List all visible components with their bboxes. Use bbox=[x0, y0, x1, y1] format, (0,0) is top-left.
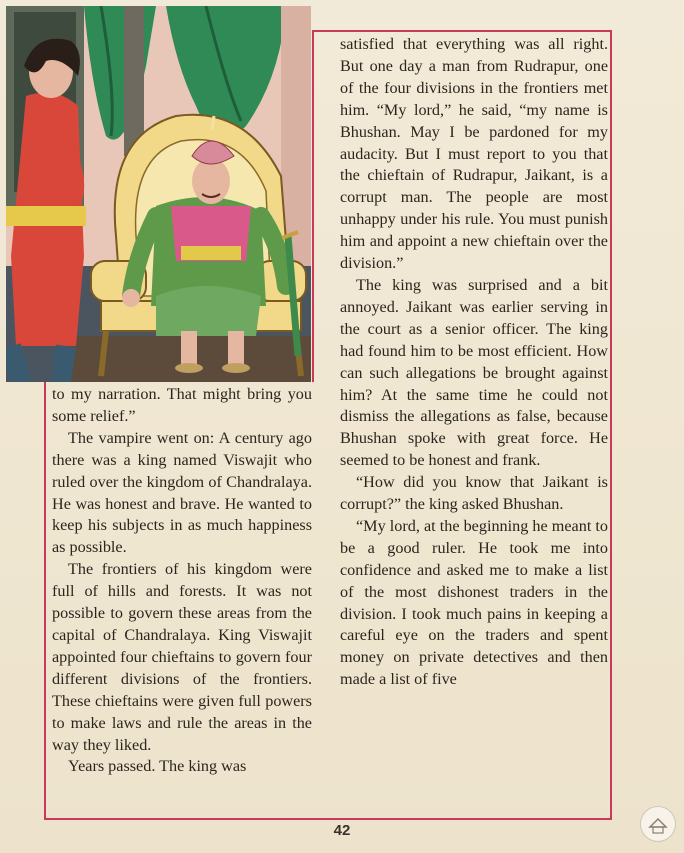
right-text-column bbox=[340, 34, 608, 691]
frame-middle-line bbox=[312, 30, 314, 382]
right-paragraph-4: “My lord, at the beginning he meant to be a good ruler. He took me into confidence and asked me to make a list of the most dishonest traders in the division. I took much pains in keeping a careful eye on the traders and spent money on private detectives and then made a list of five bbox=[340, 516, 608, 689]
left-paragraph-2: The vampire went on: A century ago there was a king named Viswajit who ruled over the kingdom of Chandralaya. He was honest and brave. He wanted to keep his subjects in as much happiness as possible. bbox=[52, 428, 312, 557]
left-paragraph-4: Years passed. The king was bbox=[68, 757, 247, 776]
right-paragraph-3: “How did you know that Jaikant is corrupt?” the king asked Bhushan. bbox=[340, 473, 608, 514]
left-paragraph-1: to my narration. That might bring you some relief.” bbox=[52, 385, 312, 425]
frame-bottom-line bbox=[44, 818, 612, 820]
king-throne-illustration bbox=[6, 6, 311, 382]
page-number: 42 bbox=[333, 822, 351, 839]
right-paragraph-2: The king was surprised and a bit annoyed. Jaikant was earlier serving in the court as a senior officer. The king had found him to be most efficient. How can such allegations be brought against him? At the same time he could not dismiss the allegations as false, because Bhushan spoke with great force. He seemed to be honest and frank. bbox=[340, 275, 608, 470]
right-paragraph-1: satisfied that everything was all right. But one day a man from Rudrapur, one of the four divisions in the frontiers met him. “My lord,” he said, “my name is Bhushan. May I be pardoned for my audacity. But I must report to you that the chieftain of Rudrapur, Jaikant, is a corrupt man. The people are most unhappy under his rule. You must punish him and appoint a new chieftain over the division.” bbox=[340, 35, 608, 273]
left-paragraph-3: The frontiers of his kingdom were full of hills and forests. It was not possible to govern these areas from the capital of Chandralaya. King Viswajit appointed four chieftains to govern four different divisions of the frontiers. These chieftains were given full powers to make laws and rule the areas in the way they liked. bbox=[52, 560, 312, 754]
left-text-column bbox=[52, 384, 312, 778]
frame-right-line bbox=[610, 30, 612, 820]
frame-left-line bbox=[44, 382, 46, 820]
frame-top-line bbox=[312, 30, 612, 32]
library-stamp-icon bbox=[640, 806, 676, 842]
